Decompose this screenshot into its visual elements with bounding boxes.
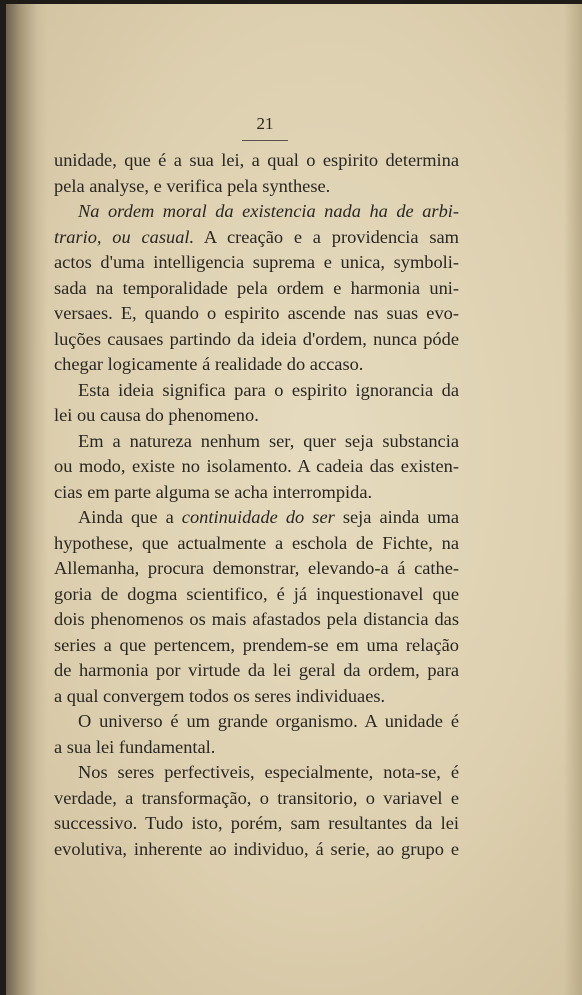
text-segment: cias em parte alguma se acha interrompida.	[54, 481, 373, 502]
text-segment: unidade, que é a sua lei, a qual o espirito determina	[54, 150, 459, 170]
text-line	[54, 301, 459, 327]
text-segment: a qual convergem todos os seres individuaes.	[54, 685, 386, 706]
text-line	[54, 811, 459, 837]
text-segment: a sua lei fundamental.	[54, 736, 216, 757]
text-segment: dois phenomenos os mais afastados pela distancia das	[54, 609, 459, 629]
text-segment: Em a natureza nenhum ser, quer seja substancia	[78, 430, 459, 451]
text-segment: luções causaes partindo da ideia d'ordem, nunca póde	[54, 328, 459, 349]
text-segment: lei ou causa do phenomeno.	[54, 405, 259, 425]
text-line	[54, 531, 459, 557]
text-line	[54, 403, 459, 429]
text-line	[54, 429, 459, 455]
text-segment: versaes. E, quando o espirito ascende nas suas evo-	[54, 303, 459, 323]
text-line	[54, 174, 459, 200]
text-line	[54, 607, 459, 633]
paragraph	[54, 199, 459, 378]
italic-text: trario, ou casual.	[54, 226, 195, 247]
text-segment: Allemanha, procura demonstrar, elevando-a á cathe-	[54, 558, 459, 578]
text-segment: actos d'uma intelligencia suprema e unica, symboli-	[54, 252, 459, 272]
text-segment: successivo. Tudo isto, porém, sam resultantes da lei	[54, 813, 459, 833]
text-segment: chegar logicamente á realidade do accaso.	[54, 354, 364, 374]
text-line	[54, 582, 459, 608]
text-segment: Nos seres perfectiveis, especialmente, nota-se, é	[78, 762, 459, 782]
italic-text: Na ordem moral da existencia nada ha de arbi-	[78, 201, 459, 221]
text-line	[54, 148, 459, 174]
text-segment: seja ainda uma	[334, 507, 459, 527]
text-line	[54, 327, 459, 353]
text-line	[54, 505, 459, 531]
text-line	[54, 684, 459, 710]
text-line	[54, 709, 459, 735]
text-segment: pela analyse, e verifica pela synthese.	[54, 175, 331, 196]
paragraph	[54, 378, 459, 429]
text-line	[54, 837, 459, 863]
paragraph	[54, 429, 459, 506]
paragraph	[54, 505, 459, 709]
page-number-rule	[242, 140, 288, 141]
text-segment: O universo é um grande organismo. A unidade é	[78, 711, 459, 731]
text-segment: de harmonia por virtude da lei geral da ordem, para	[54, 660, 459, 680]
page-edge-shadow	[564, 4, 582, 995]
paragraph	[54, 760, 459, 862]
paragraph	[54, 709, 459, 760]
text-segment: verdade, a transformação, o transitorio, o variavel e	[54, 787, 459, 808]
italic-text: continuidade do ser	[181, 507, 335, 527]
text-segment: ou modo, existe no isolamento. A cadeia das existen-	[54, 456, 459, 476]
text-line	[54, 225, 459, 251]
text-segment: goria de dogma scientifico, é já inquestionavel que	[54, 583, 459, 604]
page-gutter-shadow	[6, 4, 48, 995]
book-page	[6, 4, 582, 995]
paragraph	[54, 148, 459, 199]
text-line	[54, 556, 459, 582]
text-line	[54, 633, 459, 659]
text-line	[54, 786, 459, 812]
text-line	[54, 454, 459, 480]
text-line	[54, 250, 459, 276]
body-text	[54, 148, 459, 862]
text-line	[54, 352, 459, 378]
text-segment: evolutiva, inherente ao individuo, á serie, ao grupo e	[54, 838, 459, 859]
text-segment: series a que pertencem, prendem-se em uma relação	[54, 634, 459, 655]
text-line	[54, 378, 459, 404]
text-line	[54, 735, 459, 761]
text-line	[54, 199, 459, 225]
text-segment: A creação e a providencia sam	[194, 226, 459, 247]
text-segment: sada na temporalidade pela ordem e harmonia uni-	[54, 277, 459, 298]
text-segment: Esta ideia significa para o espirito ignorancia da	[78, 379, 459, 400]
text-line	[54, 760, 459, 786]
page-number: 21	[256, 114, 274, 133]
text-segment: hypothese, que actualmente a eschola de Fichte, na	[54, 532, 459, 553]
text-segment: Ainda que a	[78, 507, 182, 527]
text-line	[54, 658, 459, 684]
text-line	[54, 276, 459, 302]
text-line	[54, 480, 459, 506]
